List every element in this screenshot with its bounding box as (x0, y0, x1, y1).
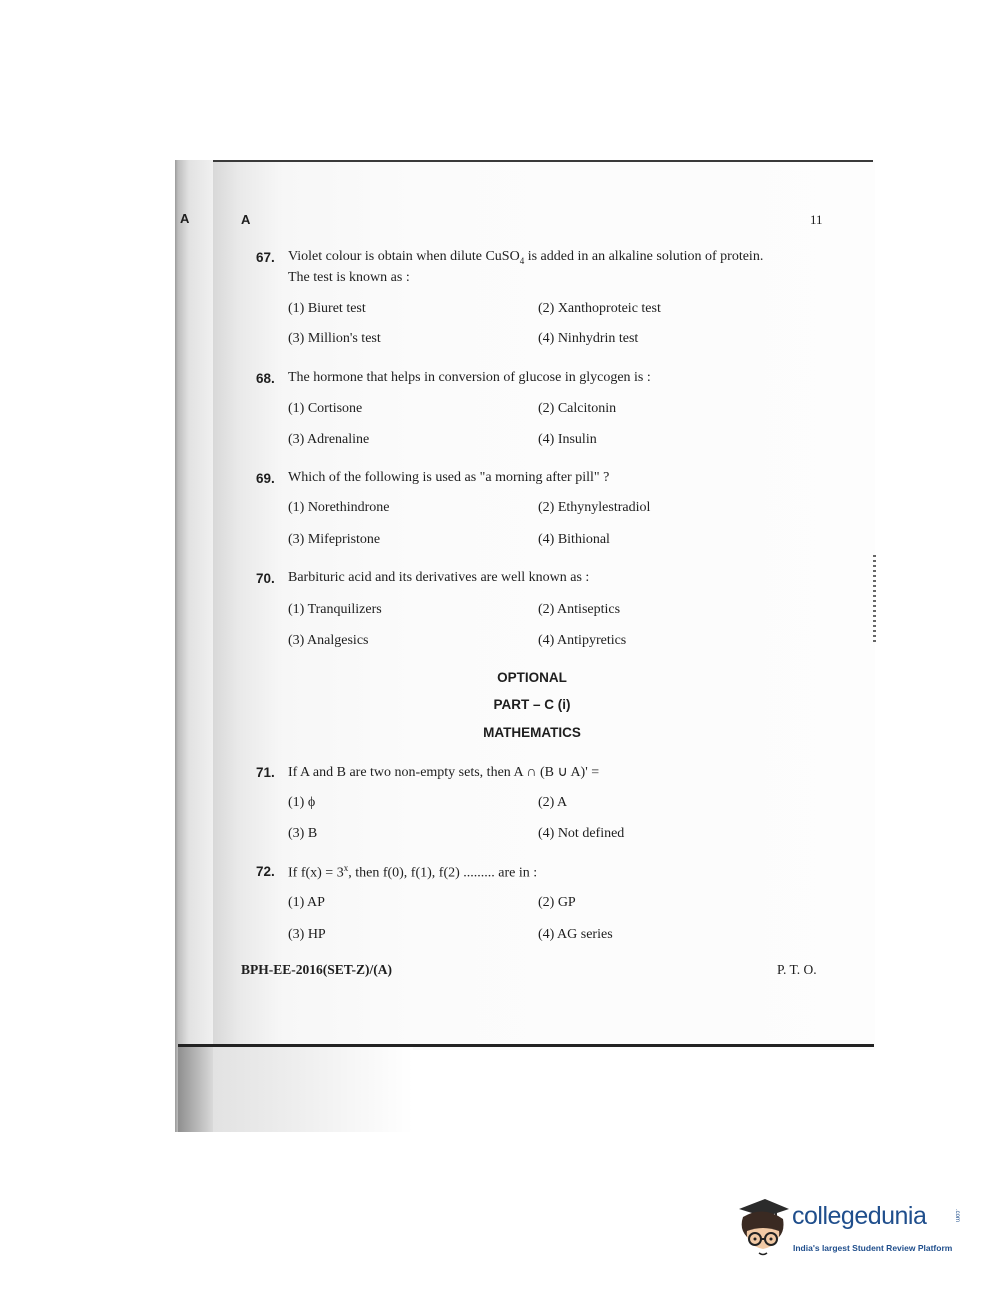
option: (1) Biuret test (288, 301, 366, 316)
question-number: 69. (256, 471, 275, 486)
option: (4) Insulin (538, 432, 597, 447)
logo-wordmark: collegedunia (792, 1202, 927, 1230)
section-part: PART – C (i) (493, 697, 571, 712)
exam-code: BPH-EE-2016(SET-Z)/(A) (241, 962, 393, 977)
option: (3) Analgesics (288, 633, 369, 648)
option: (3) B (288, 826, 318, 841)
question-number: 70. (256, 571, 275, 586)
pto-label: P. T. O. (777, 962, 817, 977)
question-text: Violet colour is obtain when dilute CuSO$_4$ is added in an alkaline solution of protein. (288, 249, 764, 266)
option: (3) Adrenaline (288, 432, 370, 447)
question-number: 67. (256, 250, 275, 265)
question-number: 72. (256, 864, 275, 879)
option: (3) Million's test (288, 331, 381, 346)
scan-right-edge-marks (873, 555, 876, 645)
collegedunia-logo (735, 1195, 965, 1265)
option: (2) Calcitonin (538, 401, 617, 416)
outer-set-label: A (180, 211, 190, 226)
question-text-line2: The test is known as : (288, 270, 410, 285)
option: (1) Tranquilizers (288, 602, 382, 617)
option: (4) Antipyretics (538, 633, 627, 648)
option: (2) A (538, 795, 568, 810)
logo-tagline: India's largest Student Review Platform (793, 1243, 953, 1253)
option: (4) Not defined (538, 826, 625, 841)
option: (1) Norethindrone (288, 500, 390, 515)
option: (4) AG series (538, 927, 613, 942)
question-number: 68. (256, 371, 275, 386)
option: (1) Cortisone (288, 401, 363, 416)
question-number: 71. (256, 765, 275, 780)
option: (4) Ninhydrin test (538, 331, 639, 346)
scan-shadow-bottom-fade (213, 1047, 413, 1132)
option: (2) Ethynylestradiol (538, 500, 651, 515)
scan-shadow-bottom (178, 1047, 213, 1132)
option: (4) Bithional (538, 532, 610, 547)
question-text: The hormone that helps in conversion of glucose in glycogen is : (288, 370, 651, 385)
page-number: 11 (810, 212, 823, 227)
option: (1) AP (288, 895, 325, 910)
option: (1) ϕ (288, 795, 316, 810)
option: (3) HP (288, 927, 326, 942)
scan-top-edge (213, 160, 873, 162)
logo-domain: .com (954, 1209, 960, 1223)
question-text: If $f(x) = 3^x$, then f(0), f(1), f(2) ......... are in : (288, 863, 538, 881)
section-subject: MATHEMATICS (483, 725, 581, 740)
question-text: Which of the following is used as "a morning after pill" ? (288, 470, 610, 485)
option: (2) Antiseptics (538, 602, 621, 617)
question-text: Barbituric acid and its derivatives are well known as : (288, 570, 590, 585)
section-optional: OPTIONAL (497, 670, 567, 685)
option: (2) GP (538, 895, 576, 910)
option: (2) Xanthoproteic test (538, 301, 661, 316)
question-text: If A and B are two non-empty sets, then A ∩ (B ∪ A)' = (288, 765, 600, 780)
set-label: A (241, 212, 251, 227)
option: (3) Mifepristone (288, 532, 381, 547)
scan-shadow-left (175, 160, 215, 1132)
student-mascot-icon (735, 1195, 791, 1259)
